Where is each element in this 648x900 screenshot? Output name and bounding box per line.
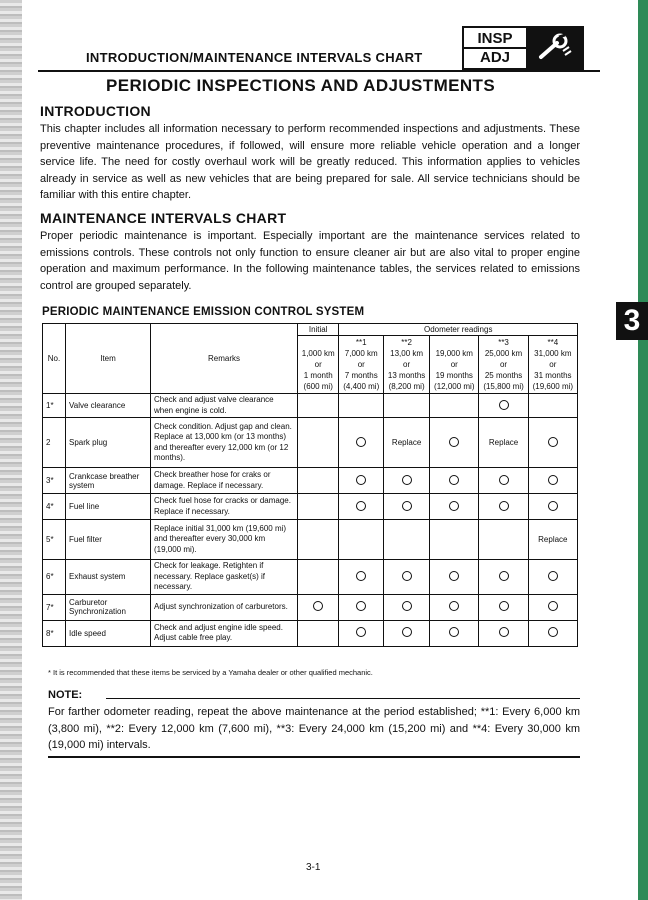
check-circle-icon xyxy=(548,627,558,637)
check-circle-icon xyxy=(499,627,509,637)
interval-cell xyxy=(430,494,479,520)
row-number: 2 xyxy=(43,418,66,468)
interval-cell xyxy=(479,468,528,494)
interval-cell xyxy=(298,520,339,560)
check-circle-icon xyxy=(402,571,412,581)
interval-cell xyxy=(479,494,528,520)
table-title: PERIODIC MAINTENANCE EMISSION CONTROL SYSTEM xyxy=(42,306,365,318)
interval-mi: (12,000 mi) xyxy=(434,382,475,391)
row-remarks: Check breather hose for craks or damage. Replace if necessary. xyxy=(151,468,298,494)
note-rule xyxy=(106,698,580,699)
interval-cell xyxy=(298,418,339,468)
interval-cell xyxy=(528,560,577,595)
interval-cell xyxy=(339,620,384,646)
row-item: Spark plug xyxy=(66,418,151,468)
interval-header-2 xyxy=(384,336,430,394)
interval-cell xyxy=(384,494,430,520)
interval-months: 25 months xyxy=(484,371,523,380)
interval-header-3 xyxy=(430,336,479,394)
row-number: 4* xyxy=(43,494,66,520)
check-circle-icon xyxy=(356,571,366,581)
header-initial: Initial xyxy=(298,324,339,336)
check-circle-icon xyxy=(449,571,459,581)
table-row xyxy=(43,560,578,595)
note-text: For farther odometer reading, repeat the above maintenance at the period established; **1: Every 6,000 km (3,800 mi), **2: Every 12,000 km (7,600 mi), **3: Every 24,000 km (15,200 mi) and **4: Every 30,000 km (19,000 mi) intervals. xyxy=(48,706,580,751)
interval-or: or xyxy=(450,360,458,369)
interval-cell xyxy=(384,620,430,646)
table-row xyxy=(43,418,578,468)
row-item: Carburetor Synchronization xyxy=(66,594,151,620)
interval-cell xyxy=(528,494,577,520)
row-remarks: Check condition. Adjust gap and clean. Replace at 13,000 km (or 13 months) and thereafter every 12,000 km (or 12 months). xyxy=(151,418,298,468)
badge-text xyxy=(464,28,528,68)
check-circle-icon xyxy=(449,501,459,511)
interval-cell xyxy=(339,418,384,468)
interval-or: or xyxy=(549,360,557,369)
table-row xyxy=(43,494,578,520)
header-odometer: Odometer readings xyxy=(339,324,578,336)
interval-cell xyxy=(430,418,479,468)
row-number: 1* xyxy=(43,394,66,418)
row-item: Fuel filter xyxy=(66,520,151,560)
header-remarks: Remarks xyxy=(151,324,298,394)
interval-cell xyxy=(339,494,384,520)
row-number: 5* xyxy=(43,520,66,560)
check-circle-icon xyxy=(499,400,509,410)
row-item: Exhaust system xyxy=(66,560,151,595)
table-row xyxy=(43,468,578,494)
interval-or: or xyxy=(314,360,322,369)
check-circle-icon xyxy=(356,627,366,637)
row-number: 8* xyxy=(43,620,66,646)
interval-cell xyxy=(384,468,430,494)
row-item: Idle speed xyxy=(66,620,151,646)
check-circle-icon xyxy=(356,437,366,447)
interval-header-5 xyxy=(528,336,577,394)
interval-cell xyxy=(339,394,384,418)
table-row xyxy=(43,394,578,418)
interval-header-0 xyxy=(298,336,339,394)
interval-cell xyxy=(298,594,339,620)
check-circle-icon xyxy=(356,601,366,611)
note-label: NOTE: xyxy=(48,689,83,701)
row-item: Valve clearance xyxy=(66,394,151,418)
check-circle-icon xyxy=(356,475,366,485)
check-circle-icon xyxy=(548,475,558,485)
interval-cell xyxy=(479,394,528,418)
interval-cell xyxy=(384,594,430,620)
badge-line-2: ADJ xyxy=(479,49,510,66)
row-remarks: Replace initial 31,000 km (19,600 mi) and thereafter every 30,000 km (19,000 mi). xyxy=(151,520,298,560)
check-circle-icon xyxy=(449,601,459,611)
chapter-title: INTRODUCTION/MAINTENANCE INTERVALS CHART xyxy=(86,50,423,65)
interval-mark xyxy=(301,337,335,348)
interval-mi: (4,400 mi) xyxy=(343,382,380,391)
interval-mi: (8,200 mi) xyxy=(388,382,425,391)
interval-or: or xyxy=(357,360,365,369)
check-circle-icon xyxy=(402,627,412,637)
interval-km: 7,000 km xyxy=(344,349,378,358)
interval-km: 1,000 km xyxy=(301,349,335,358)
interval-cell xyxy=(339,560,384,595)
binding-edge xyxy=(0,0,22,900)
interval-cell xyxy=(430,468,479,494)
interval-cell xyxy=(528,620,577,646)
interval-mark: **3 xyxy=(498,338,509,347)
interval-cell xyxy=(528,394,577,418)
row-remarks: Check and adjust valve clearance when engine is cold. xyxy=(151,394,298,418)
row-number: 3* xyxy=(43,468,66,494)
row-remarks: Adjust synchronization of carburetors. xyxy=(151,594,298,620)
interval-cell xyxy=(479,560,528,595)
interval-cell xyxy=(430,394,479,418)
interval-months: 7 months xyxy=(344,371,378,380)
interval-mark: **2 xyxy=(401,338,412,347)
interval-months: 13 months xyxy=(387,371,426,380)
check-circle-icon xyxy=(499,475,509,485)
row-remarks: Check for leakage. Retighten if necessary. Replace gasket(s) if necessary. xyxy=(151,560,298,595)
table-body xyxy=(43,394,578,647)
interval-cell: Replace xyxy=(384,418,430,468)
page-sheet xyxy=(22,0,638,900)
interval-cell xyxy=(479,620,528,646)
interval-cell xyxy=(339,468,384,494)
row-number: 7* xyxy=(43,594,66,620)
interval-cell xyxy=(528,468,577,494)
check-circle-icon xyxy=(548,601,558,611)
check-circle-icon xyxy=(449,627,459,637)
table-row xyxy=(43,520,578,560)
interval-or: or xyxy=(499,360,508,369)
interval-months: 19 months xyxy=(435,371,473,380)
row-number: 6* xyxy=(43,560,66,595)
row-remarks: Check and adjust engine idle speed. Adjust cable free play. xyxy=(151,620,298,646)
interval-mi: (19,600 mi) xyxy=(532,382,574,391)
interval-cell xyxy=(430,620,479,646)
row-remarks: Check fuel hose for cracks or damage. Replace if necessary. xyxy=(151,494,298,520)
row-item: Crankcase breather system xyxy=(66,468,151,494)
wrench-icon xyxy=(528,28,582,68)
check-circle-icon xyxy=(402,501,412,511)
interval-cell xyxy=(430,520,479,560)
interval-cell xyxy=(528,594,577,620)
interval-or: or xyxy=(403,360,411,369)
interval-mark: **1 xyxy=(355,338,367,347)
introduction-text: This chapter includes all information necessary to perform recommended inspections and adjustments. These preventive maintenance procedures, if followed, will ensure more reliable vehicle operation and a longer service life. The need for costly overhaul work will be greatly reduced. This information applies to vehicles already in service as well as new vehicles that are being prepared for sale. All service technicians should be familiar with this entire chapter. xyxy=(40,123,580,201)
maintenance-table xyxy=(42,323,578,647)
interval-months: 1 month xyxy=(303,371,333,380)
interval-km: 25,000 km xyxy=(484,349,523,358)
table-footnote: * It is recommended that these items be serviced by a Yamaha dealer or other qualified mechanic. xyxy=(48,668,373,677)
interval-mi: (600 mi) xyxy=(303,382,333,391)
page-number: 3-1 xyxy=(306,862,321,873)
check-circle-icon xyxy=(548,571,558,581)
check-circle-icon xyxy=(449,437,459,447)
check-circle-icon xyxy=(402,601,412,611)
table-header-row xyxy=(43,324,578,336)
check-circle-icon xyxy=(548,437,558,447)
note-bottom-rule xyxy=(48,756,580,758)
interval-km: 13,00 km xyxy=(390,349,424,358)
header-item: Item xyxy=(66,324,151,394)
check-circle-icon xyxy=(499,501,509,511)
interval-cell xyxy=(339,520,384,560)
table-row xyxy=(43,620,578,646)
interval-cell: Replace xyxy=(528,520,577,560)
interval-cell xyxy=(298,560,339,595)
interval-cell xyxy=(479,520,528,560)
interval-cell xyxy=(298,494,339,520)
check-circle-icon xyxy=(449,475,459,485)
maintenance-chart-text: Proper periodic maintenance is important. Especially important are the maintenance services related to emissions controls. These controls not only function to ensure cleaner air but are also vital to proper engine operation and maximum performance. In the following maintenance tables, the services related to emissions control are grouped separately. xyxy=(40,230,580,292)
interval-km: 31,000 km xyxy=(534,349,572,358)
check-circle-icon xyxy=(548,501,558,511)
interval-cell xyxy=(384,394,430,418)
maintenance-chart-heading: MAINTENANCE INTERVALS CHART xyxy=(40,210,287,226)
interval-cell xyxy=(528,418,577,468)
interval-header-4 xyxy=(479,336,528,394)
page-title: PERIODIC INSPECTIONS AND ADJUSTMENTS xyxy=(106,76,496,95)
header-no: No. xyxy=(43,324,66,394)
page-edge xyxy=(638,0,648,900)
interval-header-1 xyxy=(339,336,384,394)
interval-cell xyxy=(430,594,479,620)
check-circle-icon xyxy=(356,501,366,511)
interval-cell: Replace xyxy=(479,418,528,468)
row-item: Fuel line xyxy=(66,494,151,520)
interval-cell xyxy=(384,560,430,595)
interval-cell xyxy=(339,594,384,620)
interval-mark xyxy=(433,337,475,348)
check-circle-icon xyxy=(402,475,412,485)
badge-line-1: INSP xyxy=(464,30,526,49)
check-circle-icon xyxy=(313,601,323,611)
interval-mi: (15,800 mi) xyxy=(483,382,524,391)
check-circle-icon xyxy=(499,601,509,611)
interval-km: 19,000 km xyxy=(435,349,473,358)
header-rule xyxy=(38,70,600,72)
introduction-heading: INTRODUCTION xyxy=(40,103,151,119)
interval-cell xyxy=(479,594,528,620)
interval-cell xyxy=(298,468,339,494)
interval-cell xyxy=(430,560,479,595)
chapter-tab: 3 xyxy=(616,302,648,340)
interval-months: 31 months xyxy=(534,371,572,380)
interval-cell xyxy=(298,620,339,646)
section-badge xyxy=(462,26,584,70)
check-circle-icon xyxy=(499,571,509,581)
interval-cell xyxy=(384,520,430,560)
interval-cell xyxy=(298,394,339,418)
interval-mark: **4 xyxy=(547,338,559,347)
table-row xyxy=(43,594,578,620)
